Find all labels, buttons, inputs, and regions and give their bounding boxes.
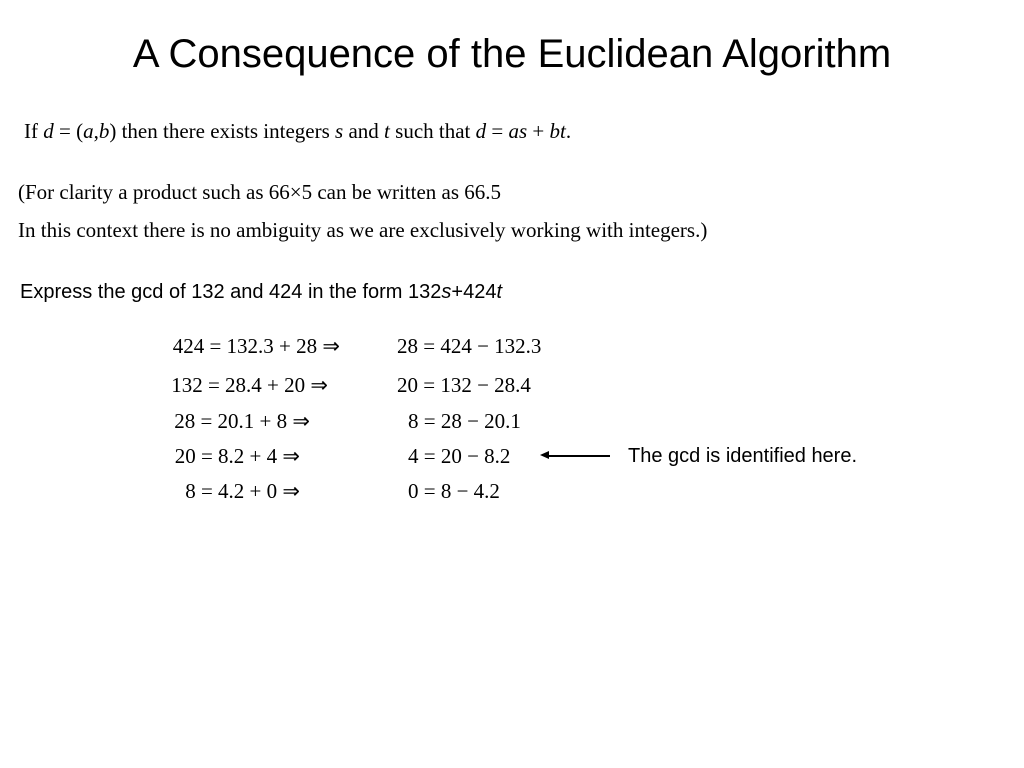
step-left-2: 132 = 28.4 + 20 ⇒ [171,373,328,397]
theorem-close: ) [109,119,117,143]
theorem-eq2: = [486,119,509,143]
step-right-1: 28 = 424 − 132.3 [397,334,542,358]
theorem-as: as [508,119,528,143]
theorem-t: t [384,119,390,143]
theorem-bt: bt [549,119,566,143]
step-right-2: 20 = 132 − 28.4 [397,373,531,397]
theorem-such: such that [389,119,476,143]
gcd-arrow-head-icon [540,451,549,459]
theorem-s: s [335,119,344,143]
step-right-5: 0 = 8 − 4.2 [408,479,500,503]
gcd-arrow-line [548,455,610,457]
task-s: s [441,281,452,303]
task-text: Express the gcd of 132 and 424 in the form 132 [20,281,442,303]
theorem-d2: d [475,119,487,143]
task-mid: +424 [451,281,497,303]
task-t: t [496,281,503,303]
task-statement [20,279,502,305]
step-left-5: 8 = 4.2 + 0 ⇒ [185,479,300,503]
step-left-3: 28 = 20.1 + 8 ⇒ [174,409,310,433]
theorem-d: d [43,119,54,143]
theorem-comma: , [93,119,99,143]
gcd-note: The gcd is identified here. [628,445,858,467]
theorem-plus: + [527,119,550,143]
step-right-3: 8 = 28 − 20.1 [408,409,521,433]
clarity-line-1: (For clarity a product such as 66×5 can be written as 66.5 [18,180,502,204]
theorem-mid: then there exists integers [116,119,336,143]
clarity-line-2: In this context there is no ambiguity as we are exclusively working with integers.) [18,218,708,242]
theorem-if: If [24,119,38,143]
slide-title: A Consequence of the Euclidean Algorithm [132,32,892,76]
theorem-period: . [565,119,572,143]
step-left-1: 424 = 132.3 + 28 ⇒ [172,334,340,358]
theorem-a: a [83,119,94,143]
theorem-and: and [343,119,385,143]
theorem-statement [24,118,571,144]
theorem-b: b [98,119,110,143]
theorem-eq: = ( [53,119,84,143]
step-right-4: 4 = 20 − 8.2 [408,444,511,468]
step-left-4: 20 = 8.2 + 4 ⇒ [174,444,300,468]
